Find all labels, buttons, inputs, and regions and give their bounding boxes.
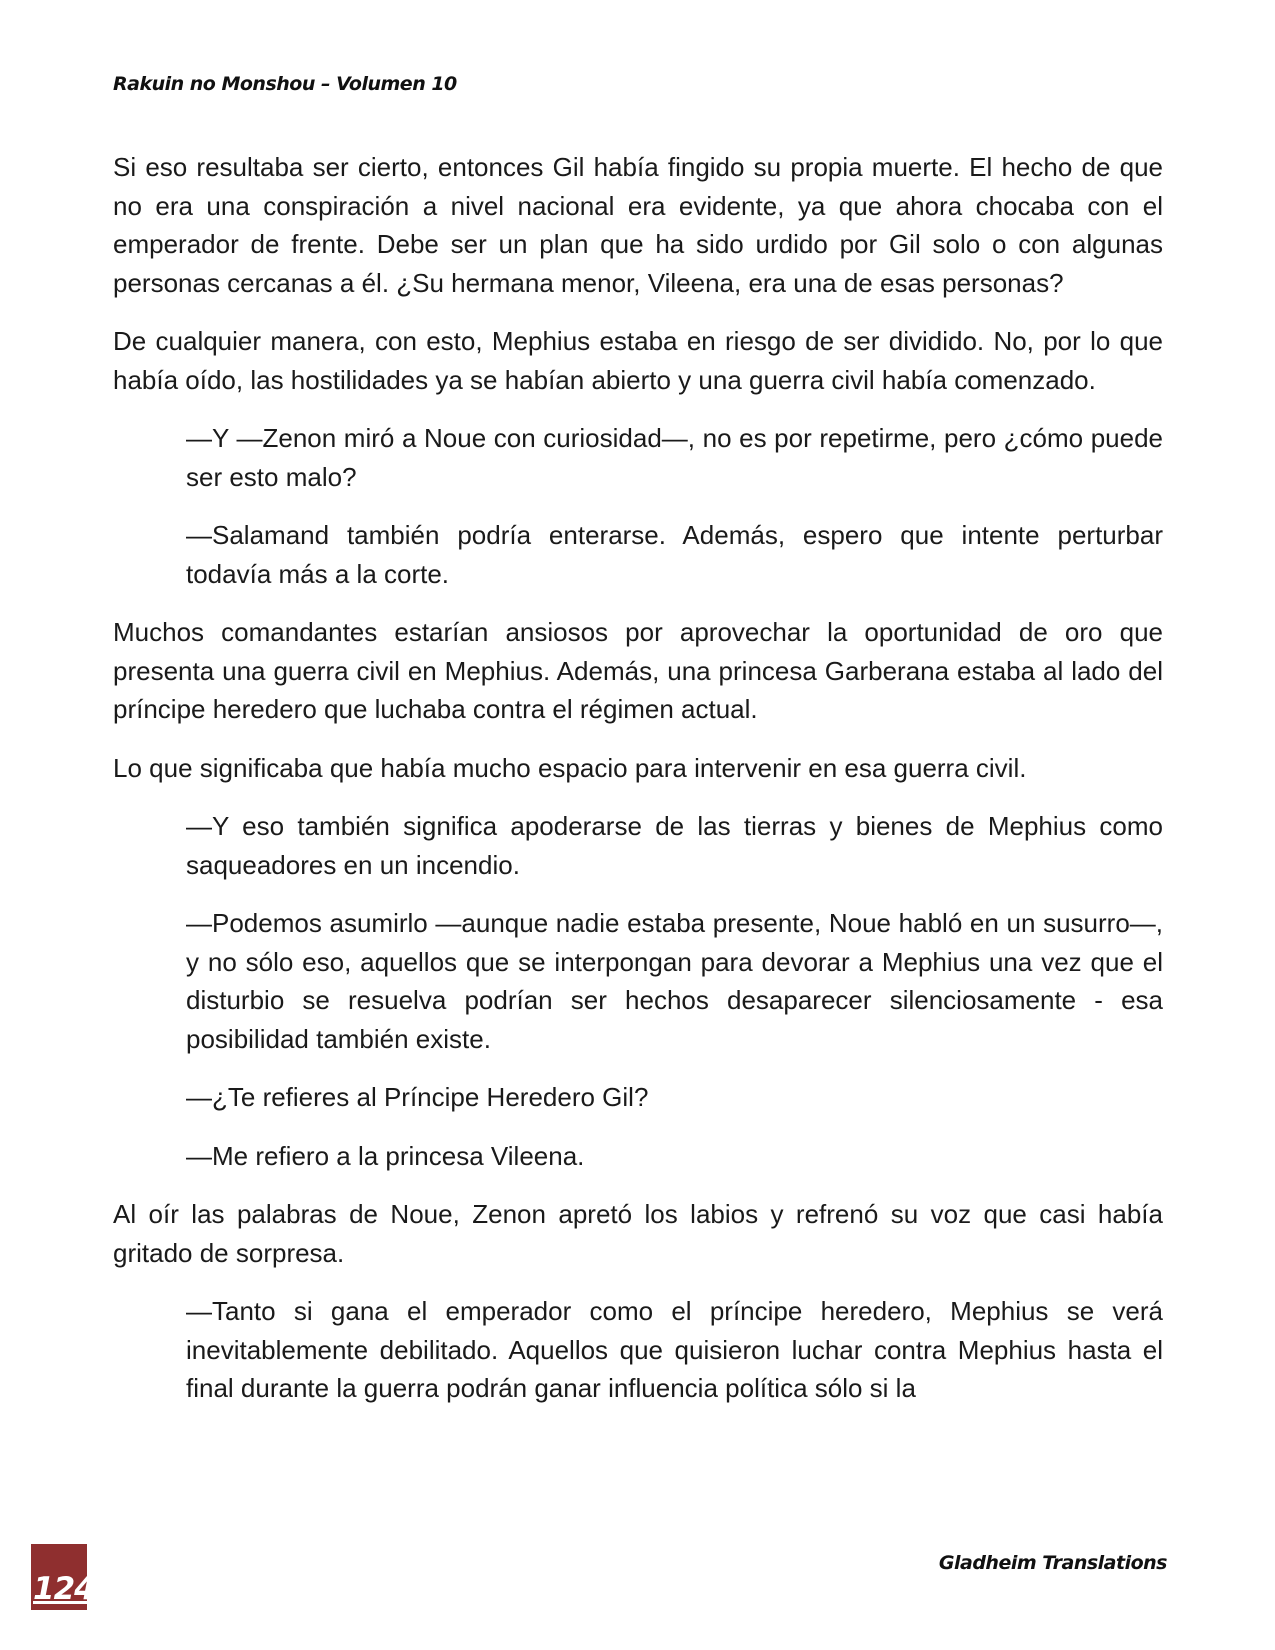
- paragraph-2: De cualquier manera, con esto, Mephius estaba en riesgo de ser dividido. No, por lo que había oído, las hostilidades ya se habían abierto y una guerra civil había comenzado.: [113, 326, 1163, 395]
- page-body: [113, 148, 1163, 1428]
- paragraph-4: Lo que significaba que había mucho espacio para intervenir en esa guerra civil.: [113, 752, 1027, 783]
- dialog-line-4: —Podemos asumirlo —aunque nadie estaba presente, Noue habló en un susurro—, y no sólo eso, aquellos que se interpongan para devorar a Mephius una vez que el disturbio se resuelva podrían ser hechos desaparecer silenciosamente - esa posibilidad también existe.: [186, 908, 1163, 1054]
- dialog-line-6: —Me refiero a la princesa Vileena.: [186, 1140, 585, 1171]
- footer-brand: Gladheim Translations: [938, 1552, 1167, 1574]
- page-number: 124: [33, 1571, 95, 1607]
- dialog-line-7: —Tanto si gana el emperador como el príncipe heredero, Mephius se verá inevitablemente debilitado. Aquellos que quisieron luchar contra Mephius hasta el final durante la guerra podrán ganar influencia política sólo si la: [186, 1296, 1163, 1403]
- dialog-line-1: —Y —Zenon miró a Noue con curiosidad—, no es por repetirme, pero ¿cómo puede ser esto malo?: [186, 423, 1163, 492]
- running-header: Rakuin no Monshou – Volumen 10: [113, 73, 457, 95]
- paragraph-3: Muchos comandantes estarían ansiosos por aprovechar la oportunidad de oro que presenta una guerra civil en Mephius. Además, una princesa Garberana estaba al lado del príncipe heredero que luchaba contra el régimen actual.: [113, 617, 1163, 724]
- dialog-line-3: —Y eso también significa apoderarse de las tierras y bienes de Mephius como saqueadores en un incendio.: [186, 811, 1163, 880]
- dialog-line-2: —Salamand también podría enterarse. Además, espero que intente perturbar todavía más a la corte.: [186, 520, 1163, 589]
- dialog-line-5: —¿Te refieres al Príncipe Heredero Gil?: [186, 1082, 649, 1112]
- paragraph-1: Si eso resultaba ser cierto, entonces Gil había fingido su propia muerte. El hecho de que no era una conspiración a nivel nacional era evidente, ya que ahora chocaba con el emperador de frente. Debe ser un plan que ha sido urdido por Gil solo o con algunas personas cercanas a él. ¿Su hermana menor, Vileena, era una de esas personas?: [113, 152, 1163, 298]
- paragraph-5: Al oír las palabras de Noue, Zenon apretó los labios y refrenó su voz que casi había gritado de sorpresa.: [113, 1199, 1163, 1268]
